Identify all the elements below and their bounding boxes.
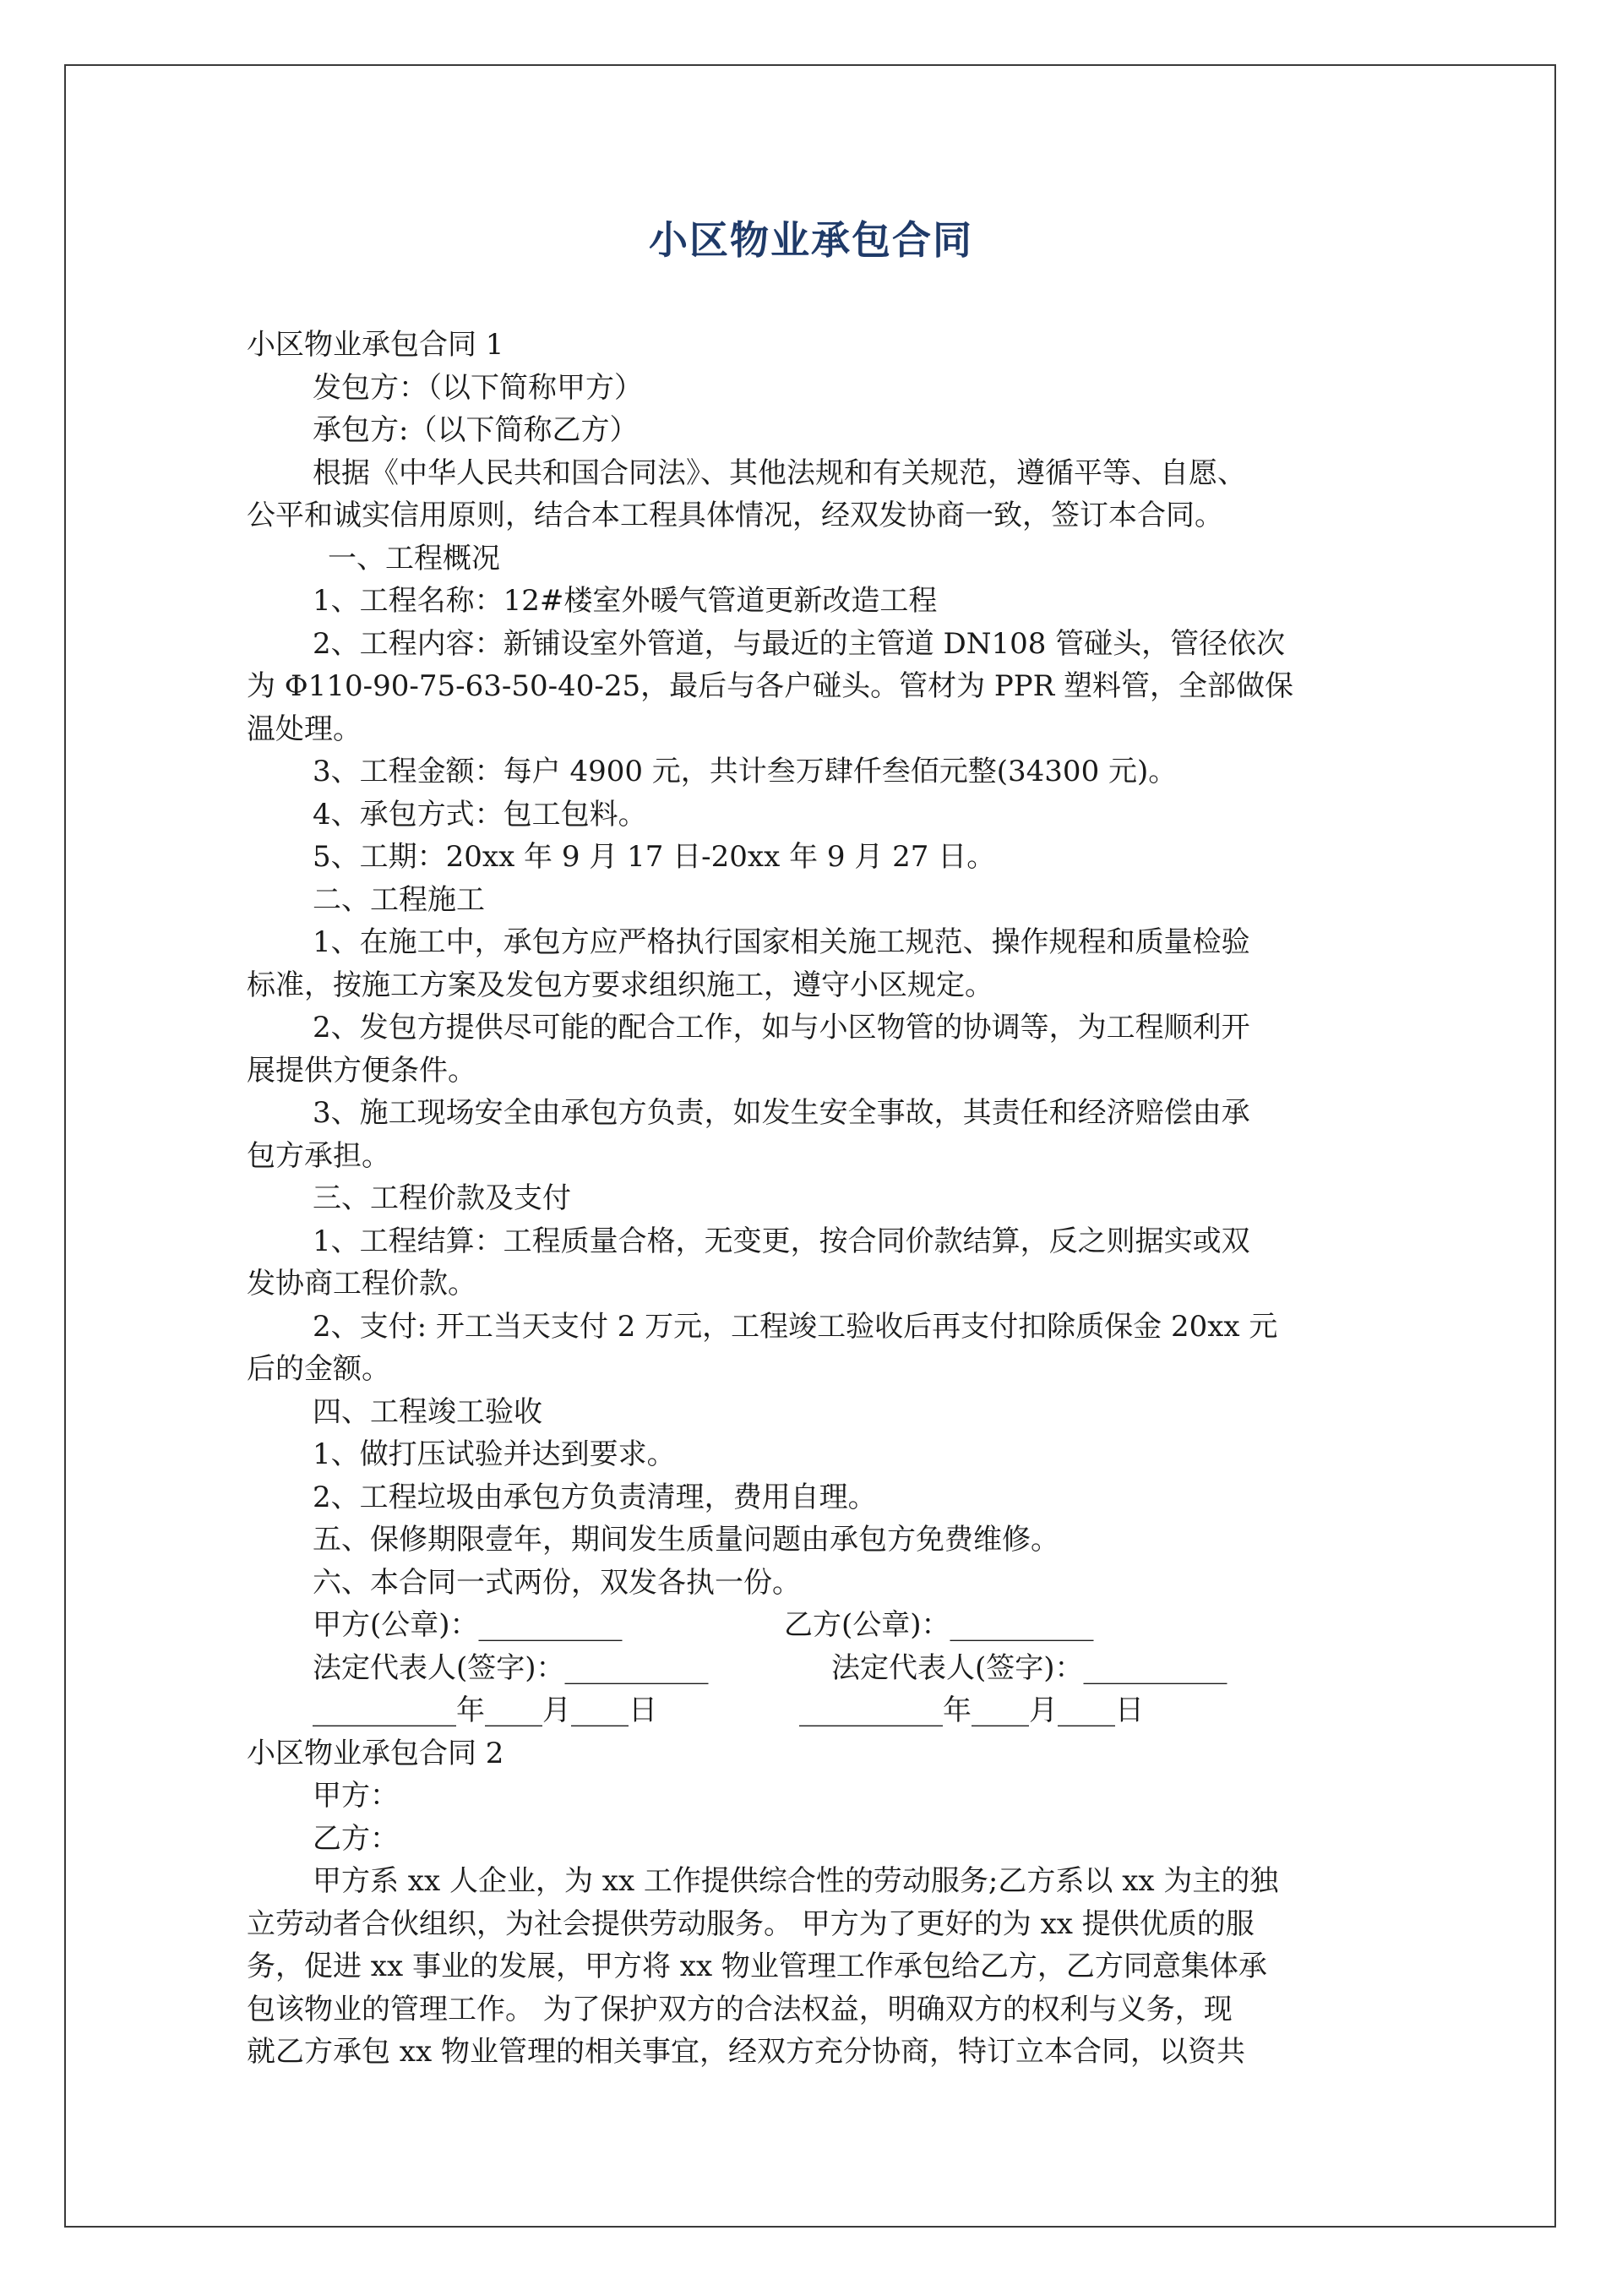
document-title: 小区物业承包合同 (649, 217, 973, 263)
signature-row (247, 1647, 1387, 1690)
text-line: 六、本合同一式两份，双发各执一份。 (313, 1565, 801, 1600)
signature-block (247, 1604, 1387, 1732)
text-line: 发包方：（以下简称甲方） (313, 370, 643, 405)
text-line: 5、工期：20xx 年 9 月 17 日-20xx 年 9 月 27 日。 (313, 840, 996, 874)
text-line: 五、保修期限壹年，期间发生质量问题由承包方免费维修。 (313, 1523, 1059, 1557)
text-line: 展提供方便条件。 (247, 1053, 476, 1088)
contract-2-section (247, 1732, 1387, 2074)
text-line: 甲方： (313, 1779, 399, 1813)
text-line: 2、发包方提供尽可能的配合工作，如与小区物管的协调等，为工程顺利开 (313, 1011, 1250, 1044)
text-line: 小区物业承包合同 1 (247, 328, 504, 362)
signature-row (247, 1604, 1387, 1647)
text-line: 承包方:（以下简称乙方） (313, 413, 639, 447)
text-line: 四、工程竣工验收 (313, 1394, 542, 1429)
signature-row (247, 1689, 1387, 1732)
signature-left: __________年____月____日 (313, 1693, 657, 1727)
text-line: 为 Φ110-90-75-63-50-40-25，最后与各户碰头。管材为 PPR 塑料管，全部做保 (247, 669, 1294, 703)
text-line: 1、做打压试验并达到要求。 (313, 1437, 676, 1471)
text-line: 务，促进 xx 事业的发展，甲方将 xx 物业管理工作承包给乙方，乙方同意集体承 (247, 1950, 1267, 1983)
signature-right: 法定代表人(签字)：__________ (831, 1650, 1227, 1685)
text-line: 三、工程价款及支付 (313, 1181, 571, 1215)
text-line: 标准，按施工方案及发包方要求组织施工，遵守小区规定。 (247, 968, 993, 1002)
text-line: 二、工程施工 (313, 882, 485, 917)
document-body (247, 324, 1387, 2074)
text-line: 包方承担。 (247, 1138, 390, 1173)
contract-1-section (247, 324, 1387, 1604)
text-line: 根据《中华人民共和国合同法》、其他法规和有关规范，遵循平等、自愿、 (313, 455, 1246, 490)
text-line: 乙方： (313, 1821, 399, 1856)
text-line: 小区物业承包合同 2 (247, 1736, 504, 1770)
text-line: 2、工程垃圾由承包方负责清理，费用自理。 (313, 1480, 877, 1514)
text-line: 2、工程内容：新铺设室外管道，与最近的主管道 DN108 管碰头，管径依次 (313, 626, 1286, 661)
text-line: 1、工程结算：工程质量合格，无变更，按合同价款结算，反之则据实或双 (313, 1224, 1250, 1258)
signature-right: 乙方(公章)：__________ (784, 1608, 1094, 1642)
text-line: 立劳动者合伙组织，为社会提供劳动服务。 甲方为了更好的为 xx 提供优质的服 (247, 1906, 1255, 1941)
text-line: 温处理。 (247, 712, 362, 746)
text-line: 后的金额。 (247, 1352, 390, 1386)
text-line: 包该物业的管理工作。 为了保护双方的合法权益，明确双方的权利与义务，现 (247, 1992, 1233, 2026)
text-line: 2、支付: 开工当天支付 2 万元，工程竣工验收后再支付扣除质保金 20xx 元 (313, 1309, 1278, 1344)
text-line: 1、工程名称：12#楼室外暖气管道更新改造工程 (313, 584, 938, 618)
text-line: 甲方系 xx 人企业，为 xx 工作提供综合性的劳动服务;乙方系以 xx 为主的独 (313, 1864, 1279, 1898)
text-line: 1、在施工中，承包方应严格执行国家相关施工规范、操作规程和质量检验 (313, 925, 1250, 959)
signature-left: 甲方(公章)：__________ (313, 1608, 623, 1642)
text-line: 4、承包方式：包工包料。 (313, 797, 647, 832)
text-line: 公平和诚实信用原则，结合本工程具体情况，经双发协商一致，签订本合同。 (247, 499, 1223, 532)
text-line: 一、工程概况 (328, 541, 500, 575)
signature-right: __________年____月____日 (799, 1693, 1144, 1727)
text-line: 发协商工程价款。 (247, 1267, 476, 1301)
text-line: 3、工程金额：每户 4900 元，共计叁万肆仟叁佰元整(34300 元)。 (313, 755, 1178, 788)
text-line: 就乙方承包 xx 物业管理的相关事宜，经双方充分协商，特订立本合同，以资共 (247, 2035, 1245, 2069)
signature-left: 法定代表人(签字)：__________ (313, 1650, 709, 1685)
text-line: 3、施工现场安全由承包方负责，如发生安全事故，其责任和经济赔偿由承 (313, 1096, 1250, 1130)
